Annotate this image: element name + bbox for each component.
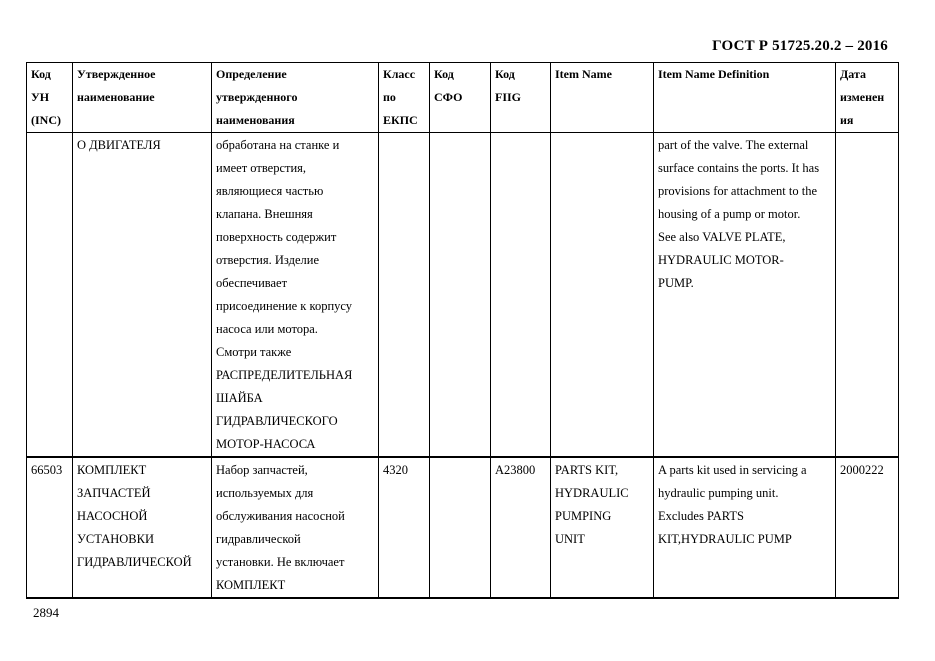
cell-line: ЗАПЧАСТЕЙ (77, 486, 151, 500)
cell-code (27, 457, 73, 598)
cell-line: НАСОСНОЙ (77, 509, 148, 523)
cell-sfo (430, 457, 491, 598)
header-line: Item Name Definition (658, 67, 770, 81)
header-line: Код (495, 67, 515, 81)
cell-item-definition (654, 133, 836, 458)
cell-line: A parts kit used in servicing a (658, 463, 807, 477)
cell-line: РАСПРЕДЕЛИТЕЛЬНАЯ (216, 368, 353, 382)
cell-line: ГИДРАВЛИЧЕСКОГО (216, 414, 338, 428)
col-header-date (836, 63, 899, 133)
cell-date (836, 457, 899, 598)
cell-code (27, 133, 73, 458)
cell-name (73, 457, 212, 598)
cell-line: provisions for attachment to the (658, 184, 817, 198)
cell-line: Набор запчастей, (216, 463, 308, 477)
cell-class (379, 457, 430, 598)
col-header-sfo (430, 63, 491, 133)
cell-line: 4320 (383, 463, 408, 477)
header-line: (INC) (31, 113, 61, 127)
cell-line: hydraulic pumping unit. (658, 486, 779, 500)
cell-line: обеспечивает (216, 276, 288, 290)
header-line: Item Name (555, 67, 612, 81)
col-header-code (27, 63, 73, 133)
cell-name (73, 133, 212, 458)
header-line: Класс (383, 67, 416, 81)
cell-fiig (491, 457, 551, 598)
cell-line: КОМПЛЕКТ (216, 578, 286, 592)
cell-date (836, 133, 899, 458)
col-header-definition (212, 63, 379, 133)
cell-line: Смотри также (216, 345, 292, 359)
header-line: Код (31, 67, 51, 81)
cell-line: установки. Не включает (216, 555, 345, 569)
cell-definition (212, 457, 379, 598)
cell-fiig (491, 133, 551, 458)
header-line: Определение (216, 67, 287, 81)
cell-line: клапана. Внешняя (216, 207, 313, 221)
col-header-class (379, 63, 430, 133)
page-number: 2894 (33, 605, 59, 620)
header-line: наименование (77, 90, 155, 104)
cell-line: отверстия. Изделие (216, 253, 319, 267)
cell-line: part of the valve. The external (658, 138, 809, 152)
header-line: УН (31, 90, 50, 104)
cell-line: имеет отверстия, (216, 161, 307, 175)
cell-line: PUMP. (658, 276, 694, 290)
header-line: по (383, 90, 396, 104)
cell-line: поверхность содержит (216, 230, 337, 244)
header-line: Код (434, 67, 454, 81)
cell-line: ГИДРАВЛИЧЕСКОЙ (77, 555, 192, 569)
header-line: FIIG (495, 90, 522, 104)
cell-line: МОТОР-НАСОСА (216, 437, 316, 451)
header-line: изменен (840, 90, 885, 104)
cell-line: являющиеся частью (216, 184, 324, 198)
table-row (27, 133, 899, 458)
cell-line: housing of a pump or motor. (658, 207, 801, 221)
cell-line: 66503 (31, 463, 63, 477)
header-line: наименования (216, 113, 295, 127)
cell-line: присоединение к корпусу (216, 299, 353, 313)
cell-definition (212, 133, 379, 458)
cell-line: HYDRAULIC MOTOR- (658, 253, 784, 267)
cell-line: обработана на станке и (216, 138, 340, 152)
cell-line: Excludes PARTS (658, 509, 744, 523)
col-header-item-name (551, 63, 654, 133)
cell-line: KIT,HYDRAULIC PUMP (658, 532, 792, 546)
header-line: Утвержденное (77, 67, 156, 81)
cell-line: гидравлической (216, 532, 301, 546)
cell-line: PUMPING (555, 509, 612, 523)
cell-item-name (551, 133, 654, 458)
col-header-fiig (491, 63, 551, 133)
cell-line: PARTS KIT, (555, 463, 619, 477)
cell-item-name (551, 457, 654, 598)
cell-line: обслуживания насосной (216, 509, 345, 523)
cell-line: УСТАНОВКИ (77, 532, 154, 546)
cell-sfo (430, 133, 491, 458)
cell-line: HYDRAULIC (555, 486, 629, 500)
cell-line: насоса или мотора. (216, 322, 318, 336)
header-line: утвержденного (216, 90, 298, 104)
document-title: ГОСТ Р 51725.20.2 – 2016 (712, 38, 888, 54)
cell-line: О ДВИГАТЕЛЯ (77, 138, 161, 152)
header-line: ия (840, 113, 854, 127)
cell-class (379, 133, 430, 458)
cell-line: используемых для (216, 486, 314, 500)
cell-line: See also VALVE PLATE, (658, 230, 786, 244)
cell-line: surface contains the ports. It has (658, 161, 820, 175)
header-line: Дата (840, 67, 866, 81)
header-line: ЕКПС (383, 113, 418, 127)
header-line: СФО (434, 90, 463, 104)
cell-item-definition (654, 457, 836, 598)
cell-line: UNIT (555, 532, 585, 546)
cell-line: ШАЙБА (216, 391, 263, 405)
table-row (27, 457, 899, 598)
col-header-name (73, 63, 212, 133)
cell-line: 2000222 (840, 463, 884, 477)
cell-line: A23800 (495, 463, 536, 477)
catalog-table (26, 62, 899, 599)
header-row (27, 63, 899, 133)
col-header-item-definition (654, 63, 836, 133)
cell-line: КОМПЛЕКТ (77, 463, 147, 477)
